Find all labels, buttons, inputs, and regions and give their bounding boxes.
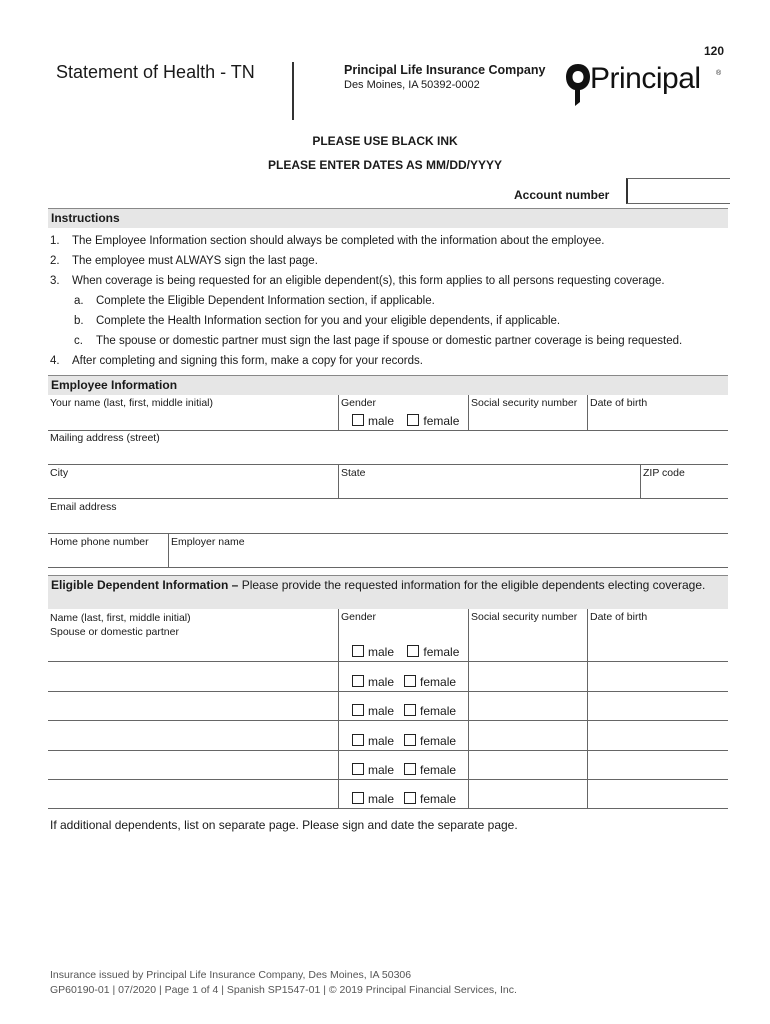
female-checkbox[interactable] — [407, 414, 419, 426]
male-checkbox[interactable] — [352, 792, 364, 804]
principal-logo-icon — [565, 62, 591, 108]
instruction-subitem: b. Complete the Health Information section for you and your eligible dependents, if applicable. — [74, 315, 561, 327]
home-phone-field[interactable]: Home phone number — [48, 534, 168, 568]
employer-name-field[interactable]: Employer name — [168, 534, 728, 568]
female-checkbox[interactable] — [407, 645, 419, 657]
gender-label: Gender — [341, 397, 377, 409]
female-checkbox[interactable] — [404, 704, 416, 716]
dependent-ssn-header[interactable]: Social security number — [468, 609, 587, 662]
dependent-name-field[interactable] — [48, 751, 338, 780]
employee-info-heading: Employee Information — [48, 375, 728, 395]
dependent-dob-field[interactable] — [587, 721, 728, 751]
dependent-gender-options: male female — [352, 734, 456, 748]
title-divider — [292, 62, 294, 120]
state-field[interactable]: State — [338, 465, 640, 499]
dependent-info-heading: Eligible Dependent Information – Please provide the requested information for the eligible dependents electing coverage. — [48, 575, 728, 609]
mailing-address-field[interactable]: Mailing address (street) — [48, 430, 728, 465]
instruction-subitem: a. Complete the Eligible Dependent Information section, if applicable. — [74, 295, 435, 307]
female-checkbox[interactable] — [404, 675, 416, 687]
footer-form-info: GP60190-01 | 07/2020 | Page 1 of 4 | Spanish SP1547-01 | © 2019 Principal Financial Services, Inc. — [50, 984, 517, 996]
male-checkbox[interactable] — [352, 675, 364, 687]
ink-notice: PLEASE USE BLACK INK — [312, 134, 458, 148]
registered-mark: ® — [716, 70, 722, 77]
male-checkbox[interactable] — [352, 763, 364, 775]
dependent-ssn-field[interactable] — [468, 721, 587, 751]
zip-field[interactable]: ZIP code — [640, 465, 728, 499]
dependent-gender-options: male female — [352, 645, 459, 659]
dependent-name-field[interactable] — [48, 721, 338, 751]
additional-dependents-note: If additional dependents, list on separate page. Please sign and date the separate page. — [50, 818, 518, 832]
dependent-ssn-field[interactable] — [468, 751, 587, 780]
dependent-gender-options: male female — [352, 792, 456, 806]
account-number-label: Account number — [514, 188, 610, 202]
logo-wordmark: Principal — [590, 62, 701, 95]
dependent-dob-field[interactable] — [587, 751, 728, 780]
dependent-dob-field[interactable] — [587, 662, 728, 692]
employee-dob-field[interactable]: Date of birth — [587, 395, 728, 431]
footer-insurance-line: Insurance issued by Principal Life Insurance Company, Des Moines, IA 50306 — [50, 969, 412, 981]
dependent-name-field[interactable] — [48, 692, 338, 721]
dependent-dob-header[interactable]: Date of birth — [587, 609, 728, 662]
male-checkbox[interactable] — [352, 645, 364, 657]
dependent-gender-options: male female — [352, 763, 456, 777]
female-checkbox[interactable] — [404, 734, 416, 746]
instruction-item: 3. When coverage is being requested for an eligible dependent(s), this form applies to all persons requesting coverage. — [50, 275, 665, 287]
employee-name-field[interactable] — [48, 395, 338, 431]
email-field[interactable]: Email address — [48, 499, 728, 534]
form-title: Statement of Health - TN — [56, 62, 255, 82]
instruction-item: 4. After completing and signing this form, make a copy for your records. — [50, 355, 423, 367]
male-checkbox[interactable] — [352, 414, 364, 426]
date-notice: PLEASE ENTER DATES AS MM/DD/YYYY — [267, 158, 503, 172]
account-number-field[interactable] — [626, 178, 730, 204]
instruction-item: 2. The employee must ALWAYS sign the last page. — [50, 255, 318, 267]
company-address: Des Moines, IA 50392-0002 — [344, 79, 480, 91]
dependent-dob-field[interactable] — [587, 780, 728, 809]
page-number: 120 — [703, 44, 724, 58]
instruction-item: 1. The Employee Information section should always be completed with the information about the employee. — [50, 235, 605, 247]
dependent-ssn-field[interactable] — [468, 780, 587, 809]
female-checkbox[interactable] — [404, 792, 416, 804]
employee-name-label: Your name (last, first, middle initial) — [50, 397, 214, 409]
company-name: Principal Life Insurance Company — [344, 63, 546, 77]
instruction-subitem: c. The spouse or domestic partner must sign the last page if spouse or domestic partner coverage is being requested. — [74, 335, 683, 347]
female-checkbox[interactable] — [404, 763, 416, 775]
dependent-dob-field[interactable] — [587, 692, 728, 721]
dependent-name-field[interactable] — [48, 662, 338, 692]
dependent-gender-options: male female — [352, 704, 456, 718]
employee-gender-options: male female — [352, 414, 459, 428]
dependent-gender-options: male female — [352, 675, 456, 689]
city-field[interactable]: City — [48, 465, 338, 499]
dependent-name-header[interactable]: Name (last, first, middle initial) Spouse or domestic partner — [48, 609, 338, 662]
employee-ssn-field[interactable]: Social security number — [468, 395, 587, 431]
dependent-name-field[interactable] — [48, 780, 338, 809]
male-checkbox[interactable] — [352, 734, 364, 746]
dependent-ssn-field[interactable] — [468, 662, 587, 692]
dependent-gender-header: Gender — [338, 609, 468, 662]
instructions-heading: Instructions — [48, 208, 728, 228]
male-checkbox[interactable] — [352, 704, 364, 716]
dependent-ssn-field[interactable] — [468, 692, 587, 721]
